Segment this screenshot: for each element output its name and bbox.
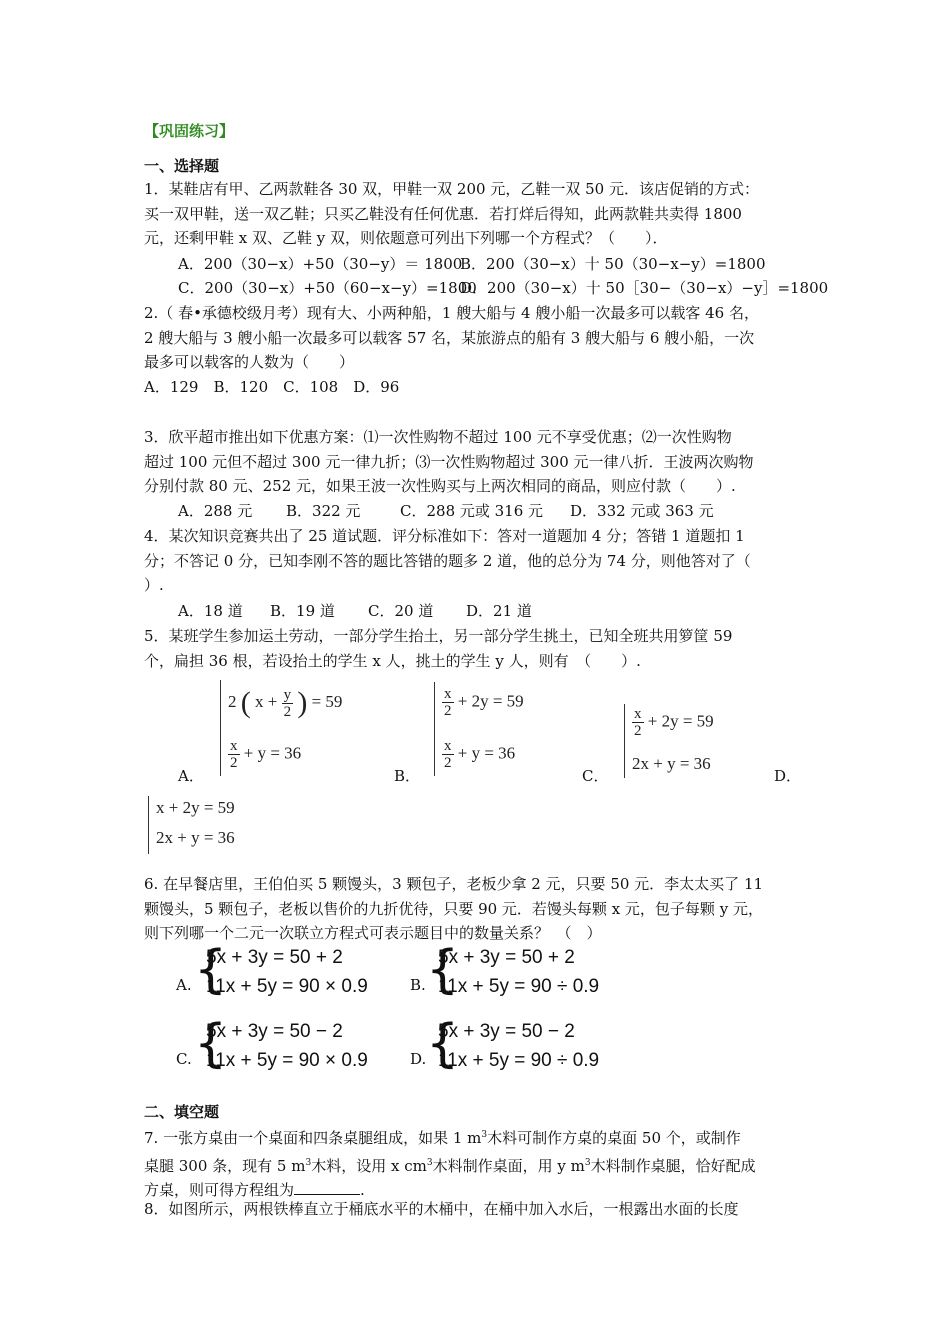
question-5 [144,624,808,673]
q1-line-2: 买一双甲鞋，送一双乙鞋；只买乙鞋没有任何优惠．若打烊后得知，此两款鞋共卖得 1800 [144,204,742,223]
question-8 [144,1197,808,1222]
q4-option-a[interactable]: A．18 道 [178,602,243,620]
q5-system-b: $\frac{x}{2}$ + 2y = 59 $\frac{x}{2}$ + y = 36 [434,682,544,776]
q1-line-1: 1．某鞋店有甲、乙两款鞋各 30 双，甲鞋一双 200 元，乙鞋一双 50 元．该店促销的方式： [144,180,759,198]
q2-line-2: 2 艘大船与 3 艘小船一次最多可以载客 57 名，某旅游点的船有 3 艘大船与 6 艘小船，一次 [144,328,755,347]
q2-line-1: 2.（ 春•承德校级月考）现有大、小两种船，1 艘大船与 4 艘小船一次最多可以载客 46 名， [144,304,759,322]
q6-line-1: 6. 在早餐店里，王伯伯买 5 颗馒头，3 颗包子，老板少拿 2 元，只要 50 元．李太太买了 11 [144,875,764,893]
q4-line-1: 4．某次知识竞赛共出了 25 道试题．评分标准如下：答对一道题加 4 分；答错 1 道题扣 1 [144,527,745,545]
q3-line-1: 3．欣平超市推出如下优惠方案：⑴一次性购物不超过 100 元不享受优惠；⑵一次性购物 [144,428,732,446]
q6-system-b: { 5x + 3y = 50 + 2 11x + 5y = 90 ÷ 0.9 [426,940,600,1000]
q5-system-d: x + 2y = 59 2x + y = 36 [148,796,258,854]
q6-label-d[interactable]: D. [410,1050,427,1068]
section-title-fill: 二、填空题 [144,1103,220,1121]
question-1 [144,177,808,251]
q6-label-b[interactable]: B. [410,976,426,994]
q7-line-2: 桌腿 300 条，现有 5 $m^3$木料，设用 x $cm^3$木料制作桌面，用 y $m^3$木料制作桌腿，恰好配成 [144,1156,756,1175]
q3-option-d[interactable]: D．332 元或 363 元 [570,502,714,520]
question-2 [144,301,808,399]
q2-options[interactable]: A．129 B．120 C．108 D．96 [144,377,400,396]
q7-answer-blank[interactable] [294,1178,360,1195]
q6-label-a[interactable]: A. [176,976,192,994]
q6-system-a: { 5x + 3y = 50 + 2 11x + 5y = 90 × 0.9 [194,940,368,1000]
q1-option-c[interactable]: C．200（30−x）+50（60−x−y）=1800 [178,279,477,297]
q5-label-b[interactable]: B． [394,767,421,785]
q3-line-2: 超过 100 元但不超过 300 元一律九折；⑶一次性购物超过 300 元一律八折．王波两次购物 [144,452,754,471]
q5-label-d[interactable]: D． [774,767,802,785]
section-title-choice: 一、选择题 [144,157,220,175]
q6-line-2: 颗馒头，5 颗包子，老板以售价的九折优待，只要 90 元．若馒头每颗 x 元，包子每颗 y 元， [144,899,763,918]
q8-line-1: 8．如图所示，两根铁棒直立于桶底水平的木桶中，在桶中加入水后，一根露出水面的长度 [144,1200,739,1218]
q4-option-c[interactable]: C．20 道 [368,602,434,620]
q1-option-a[interactable]: A．200（30−x）+50（30−y）＝ 1800 [178,255,463,273]
question-4 [144,524,808,598]
q5-line-1: 5．某班学生参加运土劳动，一部分学生抬土，另一部分学生挑土，已知全班共用箩筐 59 [144,627,733,645]
q3-option-a[interactable]: A．288 元 [178,502,253,520]
q1-option-d[interactable]: D．200（30−x）十 50［30−（30−x）−y］=1800 [460,279,829,297]
q3-line-3: 分别付款 80 元、252 元，如果王波一次性购买与上两次相同的商品，则应付款（ ）. [144,477,736,495]
q1-option-b[interactable]: B．200（30−x）十 50（30−x−y）=1800 [460,255,766,273]
question-6 [144,872,808,946]
q4-line-2: 分；不答记 0 分，已知李刚不答的题比答错的题多 2 道，他的总分为 74 分，则他答对了（ [144,551,751,570]
header: 【巩固练习】 [144,122,235,140]
q4-option-b[interactable]: B．19 道 [270,602,335,620]
q5-label-c[interactable]: C． [582,767,609,785]
q4-option-d[interactable]: D．21 道 [466,602,532,620]
q6-label-c[interactable]: C. [176,1050,192,1068]
question-3 [144,425,808,499]
q6-system-c: { 5x + 3y = 50 − 2 11x + 5y = 90 × 0.9 [194,1014,368,1074]
q5-system-a: 2 ( x + $\frac{y}{2}$ ) = 59 $\frac{x}{2}$ + y = 36 [220,680,350,776]
q3-option-c[interactable]: C．288 元或 316 元 [400,502,544,520]
q7-line-3: 方桌，则可得方程组为 . [144,1178,808,1203]
q5-system-c: $\frac{x}{2}$ + 2y = 59 2x + y = 36 [624,704,734,778]
q1-line-3: 元，还剩甲鞋 x 双、乙鞋 y 双，则依题意可列出下列哪一个方程式？（ ）． [144,229,668,247]
q6-system-d: { 5x + 3y = 50 − 2 11x + 5y = 90 ÷ 0.9 [426,1014,600,1074]
question-7 [144,1123,808,1203]
q3-option-b[interactable]: B．322 元 [286,502,361,520]
q2-line-3: 最多可以载客的人数为（ ） [144,353,355,371]
q5-line-2: 个，扁担 36 根，若设抬土的学生 x 人，挑土的学生 y 人，则有 （ ）. [144,651,641,670]
q4-line-3: ）. [144,576,164,594]
q5-label-a[interactable]: A． [178,767,204,785]
q6-line-3: 则下列哪一个二元一次联立方程式可表示题目中的数量关系？ （ ） [144,924,602,942]
q7-line-1: 7. 一张方桌由一个桌面和四条桌腿组成，如果 1 $m^3$木料可制作方桌的桌面 50 个，或制作 [144,1129,741,1147]
